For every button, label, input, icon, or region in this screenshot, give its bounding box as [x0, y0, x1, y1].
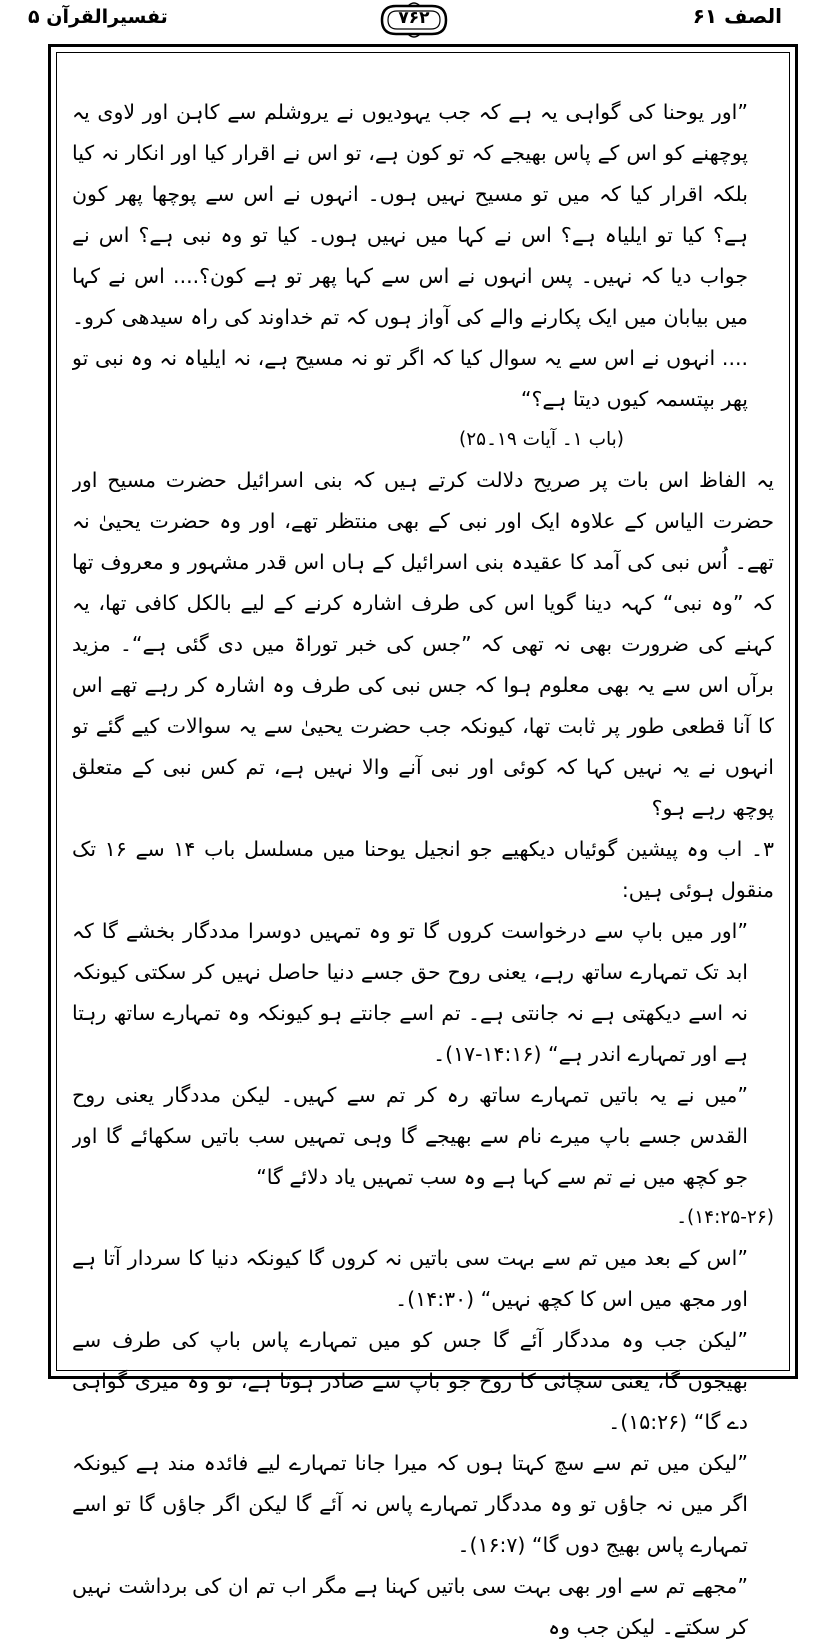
quote-john-14-25-reference: (۱۴:۲۵-۲۶)۔	[676, 1207, 774, 1228]
quote-john-16-12: ”مجھے تم سے اور بھی بہت سی باتیں کہنا ہے مگر اب تم ان کی برداشت نہیں کر سکتے۔ لیکن جب وہ	[72, 1574, 748, 1639]
page-body	[72, 92, 774, 1639]
page-number-ornament	[378, 2, 450, 38]
quote-john-16-7: ”لیکن میں تم سے سچ کہتا ہوں کہ میرا جانا تمہارے لیے فائدہ مند ہے کیونکہ اگر میں نہ جاؤں تو وہ مددگار تمہارے پاس نہ آئے گا لیکن اگر جاؤں گا تو اسے تمہارے پاس بھیج دوں گا“ (۱۶:۷)۔	[72, 1451, 748, 1557]
quote-john-14-16: ”اور میں باپ سے درخواست کروں گا تو وہ تمہیں دوسرا مددگار بخشے گا کہ ابد تک تمہارے ساتھ رہے، یعنی روح حق جسے دنیا حاصل نہیں کر سکتی کیونکہ نہ اسے دیکھتی ہے نہ جانتی ہے۔ تم اسے جانتے ہو کیونکہ وہ تمہارے ساتھ رہتا ہے اور تمہارے اندر ہے“ (۱۴:۱۶-۱۷)۔	[72, 919, 748, 1066]
page-header	[0, 0, 816, 48]
quote-john-14-30: ”اس کے بعد میں تم سے بہت سی باتیں نہ کروں گا کیونکہ دنیا کا سردار آتا ہے اور مجھ میں اس کا کچھ نہیں“ (۱۴:۳۰)۔	[72, 1246, 748, 1311]
quote-john-1-reference: (باب ۱۔ آیات ۱۹۔۲۵)	[458, 429, 624, 450]
book-title: تفسیرالقرآن ۵	[28, 6, 168, 28]
page-number: ۷۶۲	[398, 8, 430, 28]
commentary-paragraph: یہ الفاظ اس بات پر صریح دلالت کرتے ہیں کہ بنی اسرائیل حضرت مسیح اور حضرت الیاس کے علاوہ ایک اور نبی کے بھی منتظر تھے، اور وہ حضرت یحییٰ نہ تھے۔ اُس نبی کی آمد کا عقیدہ بنی اسرائیل کے ہاں اس قدر مشہور و معروف تھا کہ ”وہ نبی“ کہہ دینا گویا اس کی طرف اشارہ کرنے کے لیے بالکل کافی تھا، یہ کہنے کی ضرورت بھی نہ تھی کہ ”جس کی خبر توراۃ میں دی گئی ہے“۔ مزید برآں اس سے یہ بھی معلوم ہوا کہ جس نبی کی طرف وہ اشارہ کر رہے تھے اس کا آنا قطعی طور پر ثابت تھا، کیونکہ جب حضرت یحییٰ سے یہ سوالات کیے گئے تو انہوں نے یہ نہیں کہا کہ کوئی اور نبی آنے والا نہیں ہے، تم کس نبی کے متعلق پوچھ رہے ہو؟	[72, 468, 774, 820]
surah-page-label: الصف ۶۱	[692, 4, 782, 28]
quote-john-15-26: ”لیکن جب وہ مددگار آئے گا جس کو میں تمہارے پاس باپ کی طرف سے بھیجوں گا، یعنی سچائی کا روح جو باپ سے صادر ہوتا ہے، تو وہ میری گواہی دے گا“ (۱۵:۲۶)۔	[72, 1328, 748, 1434]
quote-john-14-25: ”میں نے یہ باتیں تمہارے ساتھ رہ کر تم سے کہیں۔ لیکن مددگار یعنی روح القدس جسے باپ میرے نام سے بھیجے گا وہی تمہیں سب باتیں سکھائے گا اور جو کچھ میں نے تم سے کہا ہے وہ سب تمہیں یاد دلائے گا“	[72, 1083, 748, 1189]
quote-john-1: ”اور یوحنا کی گواہی یہ ہے کہ جب یہودیوں نے یروشلم سے کاہن اور لاوی یہ پوچھنے کو اس کے پاس بھیجے کہ تو کون ہے، تو اس نے اقرار کیا اور انکار نہ کیا بلکہ اقرار کیا کہ میں تو مسیح نہیں ہوں۔ انہوں نے اس سے پوچھا پھر کون ہے؟ کیا تو ایلیاہ ہے؟ اس نے کہا میں نہیں ہوں۔ کیا تو وہ نبی ہے؟ اس نے جواب دیا کہ نہیں۔ پس انہوں نے اس سے کہا پھر تو ہے کون؟.... اس نے کہا میں بیابان میں ایک پکارنے والے کی آواز ہوں کہ تم خداوند کی راہ سیدھی کرو۔ .... انہوں نے اس سے یہ سوال کیا کہ اگر تو نہ مسیح ہے، نہ ایلیاہ نہ وہ نبی تو پھر بپتسمہ کیوں دیتا ہے؟“	[72, 100, 748, 411]
prophecies-intro: ۳۔ اب وہ پیشین گوئیاں دیکھیے جو انجیل یوحنا میں مسلسل باب ۱۴ سے ۱۶ تک منقول ہوئی ہیں:	[72, 837, 774, 902]
